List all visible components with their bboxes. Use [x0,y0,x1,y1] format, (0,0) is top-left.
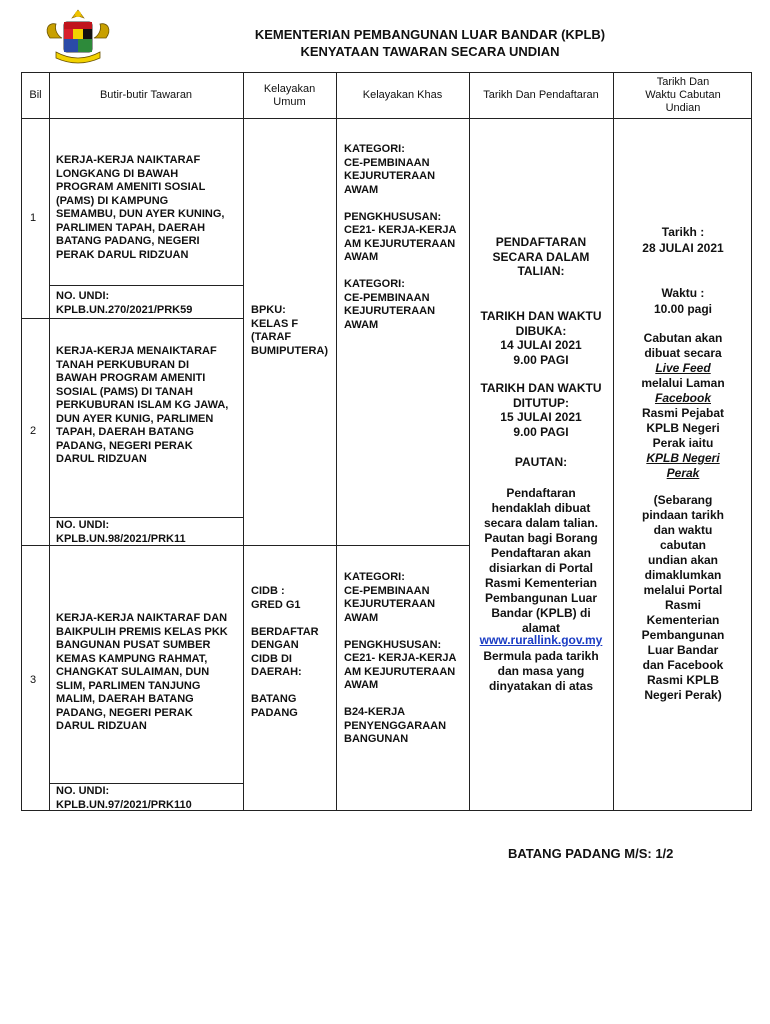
row-number: 2 [30,425,37,437]
sebarang-pindaan-note: (Sebarang pindaan tarikh dan waktu cabutan undian akan dimaklumkan melalui Portal Rasmi Kementerian Pembangunan Luar Bandar dan Facebook Rasmi KPLB Negeri Perak) [641,493,725,702]
pendaftaran-bermula: Bermula pada tarikh dan masa yang dinyatakan di atas [483,649,599,693]
ballot-number: NO. UNDI: KPLB.UN.97/2021/PRK110 [56,785,192,811]
ballot-number: NO. UNDI: KPLB.UN.270/2021/PRK59 [56,290,193,316]
document-title: KEMENTERIAN PEMBANGUNAN LUAR BANDAR (KPLB) [254,27,606,42]
kplb-perak-link[interactable]: KPLB Negeri Perak [646,451,720,480]
rurallink-link-text[interactable]: www.rurallink.gov.my [479,633,603,647]
column-divider [49,73,50,810]
rurallink-link[interactable] [469,634,613,648]
tarikh-cabutan: Tarikh : 28 JULAI 2021 [642,225,724,255]
page-footer: BATANG PADANG M/S: 1/2 [508,846,674,861]
header-kelayakan-umum: Kelayakan Umum [263,82,316,108]
row-divider [22,318,49,319]
row-divider [243,545,469,546]
row-number: 3 [30,674,37,686]
waktu-cabutan: Waktu : 10.00 pagi [653,286,713,316]
kelayakan-khas-block: KATEGORI: CE-PEMBINAAN KEJURUTERAAN AWAM PENGKHUSUSAN: CE21- KERJA-KERJA AM KEJURUTERAAN AWAM B24-KERJA PENYENGGARAAN BANGUNAN [344,571,457,745]
offer-description: KERJA-KERJA MENAIKTARAF TANAH PERKUBURAN DI BAWAH PROGRAM AMENITI SOSIAL (PAMS) DI TANAH PERKUBURAN ISLAM KG JAWA, DUN AYER KUNIG, PARLIMEN TAPAH, DAERAH BATANG PADANG, NEGERI PERAK DARUL RIDZUAN [56,345,229,465]
kelayakan-khas-block: KATEGORI: CE-PEMBINAAN KEJURUTERAAN AWAM PENGKHUSUSAN: CE21- KERJA-KERJA AM KEJURUTERAAN AWAM KATEGORI: CE-PEMBINAAN KEJURUTERAAN AWAM [344,143,457,331]
header-divider [22,118,751,119]
ballot-number: NO. UNDI: KPLB.UN.98/2021/PRK11 [56,519,186,545]
coat-of-arms-logo [40,8,116,68]
kelayakan-umum-cidb: CIDB : GRED G1 BERDAFTAR DENGAN CIDB DI DAERAH: BATANG PADANG [251,585,319,719]
column-divider [243,73,244,810]
tarikh-dibuka: TARIKH DAN WAKTU DIBUKA: 14 JULAI 2021 9.00 PAGI [480,309,602,367]
cabutan-text: Cabutan akan dibuat secara [643,331,723,360]
row-divider [49,285,243,286]
tarikh-ditutup: TARIKH DAN WAKTU DITUTUP: 15 JULAI 2021 9.00 PAGI [480,381,602,439]
header-tarikh-pendaftaran: Tarikh Dan Pendaftaran [483,89,599,101]
rasmi-text: Rasmi Pejabat KPLB Negeri Perak iaitu [641,406,725,450]
document-subtitle: KENYATAAN TAWARAN SECARA UNDIAN [300,44,560,59]
row-divider [49,783,243,784]
pendaftaran-keterangan: Pendaftaran hendaklah dibuat secara dalam talian. Pautan bagi Borang Pendaftaran akan disiarkan di Portal Rasmi Kementerian Pembangunan Luar Bandar (KPLB) di alamat [483,486,599,635]
melalui-text: melalui Laman [641,376,725,390]
offer-description: KERJA-KERJA NAIKTARAF LONGKANG DI BAWAH PROGRAM AMENITI SOSIAL (PAMS) DI KAMPUNG SEMAMBU, DUN AYER KUNING, PARLIMEN TAPAH, DAERAH BATANG PADANG, NEGERI PERAK DARUL RIDZUAN [56,154,225,261]
pautan-label: PAUTAN: [514,455,568,469]
offer-description: KERJA-KERJA NAIKTARAF DAN BAIKPULIH PREMIS KELAS PKK BANGUNAN PUSAT SUMBER KEMAS KAMPUNG RAHMAT, CHANGKAT SULAIMAN, DUN SLIM, PARLIMEN TANJUNG MALIM, DAERAH BATANG PADANG, NEGERI PERAK DARUL RIDZUAN [56,612,228,732]
offer-table [21,72,752,811]
row-divider [49,517,243,518]
column-divider [336,73,337,810]
live-feed-text: Live Feed [655,361,711,375]
header-tarikh-cabutan: Tarikh Dan Waktu Cabutan Undian [645,76,721,114]
header-kelayakan-khas: Kelayakan Khas [362,89,443,101]
header-bil: Bil [29,89,42,101]
facebook-text: Facebook [654,391,711,405]
row-divider [49,318,243,319]
pendaftaran-heading: PENDAFTARAN SECARA DALAM TALIAN: [492,235,590,278]
column-divider [469,73,470,810]
header-butir: Butir-butir Tawaran [99,89,193,101]
row-divider [22,545,49,546]
kelayakan-umum-bpku: BPKU: KELAS F (TARAF BUMIPUTERA) [251,304,328,357]
cabutan-keterangan [613,331,753,481]
row-number: 1 [30,212,37,224]
